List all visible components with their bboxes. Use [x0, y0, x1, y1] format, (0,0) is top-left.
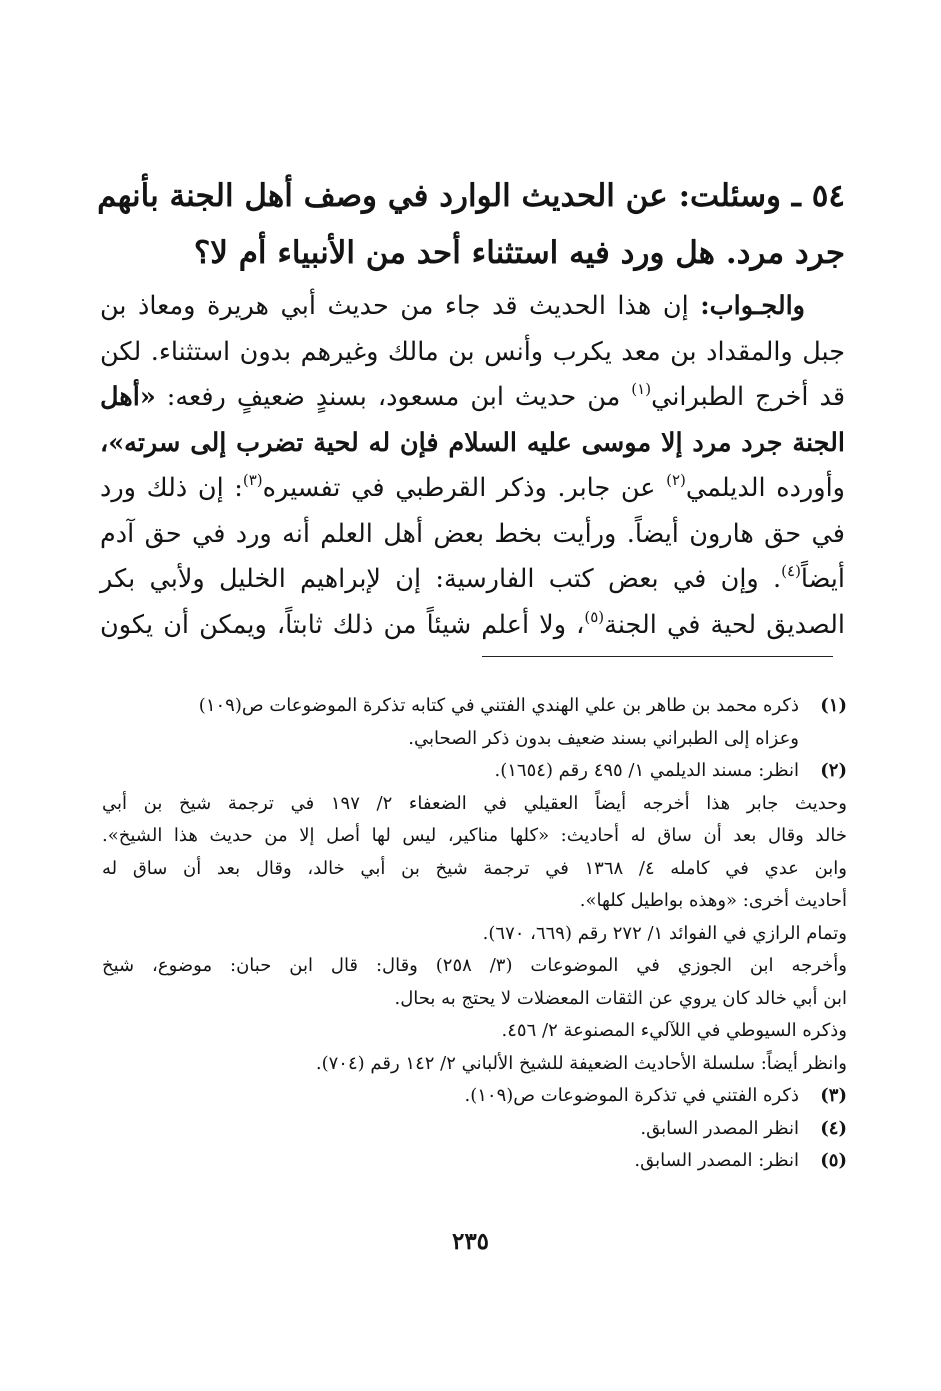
question-line: جرد مرد. هل ورد فيه استثناء أحد من الأنبياء أم لا؟	[193, 235, 845, 271]
answer-text: عن جابر. وذكر القرطبي في تفسيره	[262, 473, 656, 503]
footnote-text: انظر: مسند الديلمي ١/ ٤٩٥ رقم (١٦٥٤).	[494, 760, 799, 781]
footnote-number: (١)	[820, 695, 847, 716]
answer-line	[100, 375, 845, 421]
footnote-item	[102, 1113, 847, 1146]
footnote-number: (٣)	[820, 1085, 847, 1106]
answer-text: وأورده الديلمي	[685, 473, 845, 503]
footnote-text: انظر المصدر السابق.	[640, 1117, 799, 1139]
footnote-item	[102, 755, 847, 788]
footnote-ref[interactable]: (٣)	[242, 471, 263, 489]
footnote-text: وحديث جابر هذا أخرجه أيضاً العقيلي في الضعفاء ٢/ ١٩٧ في ترجمة شيخ بن أبي	[102, 792, 847, 814]
answer-line	[100, 284, 845, 330]
footnote-ref[interactable]: (٤)	[781, 562, 801, 580]
footnote-item	[102, 1145, 847, 1178]
footnote-text: ذكره الفتني في تذكرة الموضوعات ص(١٠٩).	[464, 1085, 799, 1106]
footnote-text: ابن أبي خالد كان يروي عن الثقات المعضلات لا يحتج به بحال.	[394, 987, 847, 1009]
footnote-text: وتمام الرازي في الفوائد ١/ ٢٧٢ رقم (٦٦٩، ٦٧٠).	[482, 922, 847, 944]
footnote-number: (٥)	[820, 1150, 847, 1171]
footnote-text: وابن عدي في كامله ٤/ ١٣٦٨ في ترجمة شيخ بن أبي خالد، وقال بعد أن ساق له	[102, 857, 847, 879]
footnote-separator	[482, 656, 833, 657]
footnote-text: ذكره محمد بن طاهر بن علي الهندي الفتني في كتابه تذكرة الموضوعات ص(١٠٩)	[198, 695, 799, 716]
footnotes-section	[102, 690, 847, 1178]
answer-text: الصديق لحية في الجنة	[604, 609, 845, 640]
footnote-text: وعزاه إلى الطبراني بسند ضعيف بدون ذكر الصحابي.	[408, 727, 799, 749]
question-heading	[97, 168, 845, 282]
question-line: ٥٤ ـ وسئلت: عن الحديث الوارد في وصف أهل الجنة بأنهم	[97, 178, 845, 214]
answer-text: : إن ذلك ورد	[100, 473, 243, 503]
answer-text: إن هذا الحديث قد جاء من حديث أبي هريرة ومعاذ بن	[100, 291, 689, 321]
answer-line	[100, 466, 845, 512]
answer-text: ، ولا أعلم شيئاً من ذلك ثابتاً، ويمكن أن يكون	[100, 609, 585, 640]
footnote-ref[interactable]: (٥)	[584, 607, 605, 626]
footnote-number: (٢)	[820, 760, 847, 781]
footnote-text: انظر: المصدر السابق.	[634, 1150, 799, 1171]
footnote-item	[102, 690, 847, 723]
footnote-ref[interactable]: (٢)	[666, 471, 686, 489]
footnote-text: خالد وقال بعد أن ساق له أحاديث: «كلها مناكير، ليس لها أصل إلا من حديث هذا الشيخ».	[102, 825, 847, 846]
hadith-quote: الجنة جرد مرد إلا موسى عليه السلام فإن له لحية تضرب إلى سرته»،	[100, 427, 845, 458]
footnote-number: (٤)	[820, 1117, 847, 1139]
answer-text: من حديث ابن مسعود، بسندٍ ضعيفٍ رفعه:	[166, 382, 621, 412]
footnote-text: وانظر أيضاً: سلسلة الأحاديث الضعيفة للشيخ الألباني ٢/ ١٤٢ رقم (٧٠٤).	[315, 1052, 847, 1074]
footnote-ref[interactable]: (١)	[631, 380, 652, 398]
footnote-text: وذكره السيوطي في اللآليء المصنوعة ٢/ ٤٥٦.	[501, 1020, 847, 1041]
answer-line	[100, 603, 845, 649]
hadith-quote: «أهل	[100, 382, 156, 412]
answer-line: جبل والمقداد بن معد يكرب وأنس بن مالك وغيرهم بدون استثناء. لكن	[100, 336, 845, 367]
answer-paragraph	[100, 284, 845, 648]
answer-line: في حق هارون أيضاً. ورأيت بخط بعض أهل العلم أنه ورد في حق آدم	[100, 518, 845, 549]
answer-label: والجـواب:	[700, 291, 805, 321]
page-number: ٢٣٥	[451, 1228, 490, 1255]
answer-text: . وإن في بعض كتب الفارسية: إن لإبراهيم الخليل ولأبي بكر	[100, 564, 782, 594]
answer-text: أيضاً	[800, 564, 845, 594]
footnote-text: وأخرجه ابن الجوزي في الموضوعات (٣/ ٢٥٨) وقال: قال ابن حبان: موضوع، شيخ	[102, 955, 847, 976]
answer-line	[100, 557, 845, 603]
footnote-text: أحاديث أخرى: «وهذه بواطيل كلها».	[579, 890, 847, 911]
footnote-item	[102, 1080, 847, 1113]
answer-text: قد أخرج الطبراني	[651, 382, 846, 412]
